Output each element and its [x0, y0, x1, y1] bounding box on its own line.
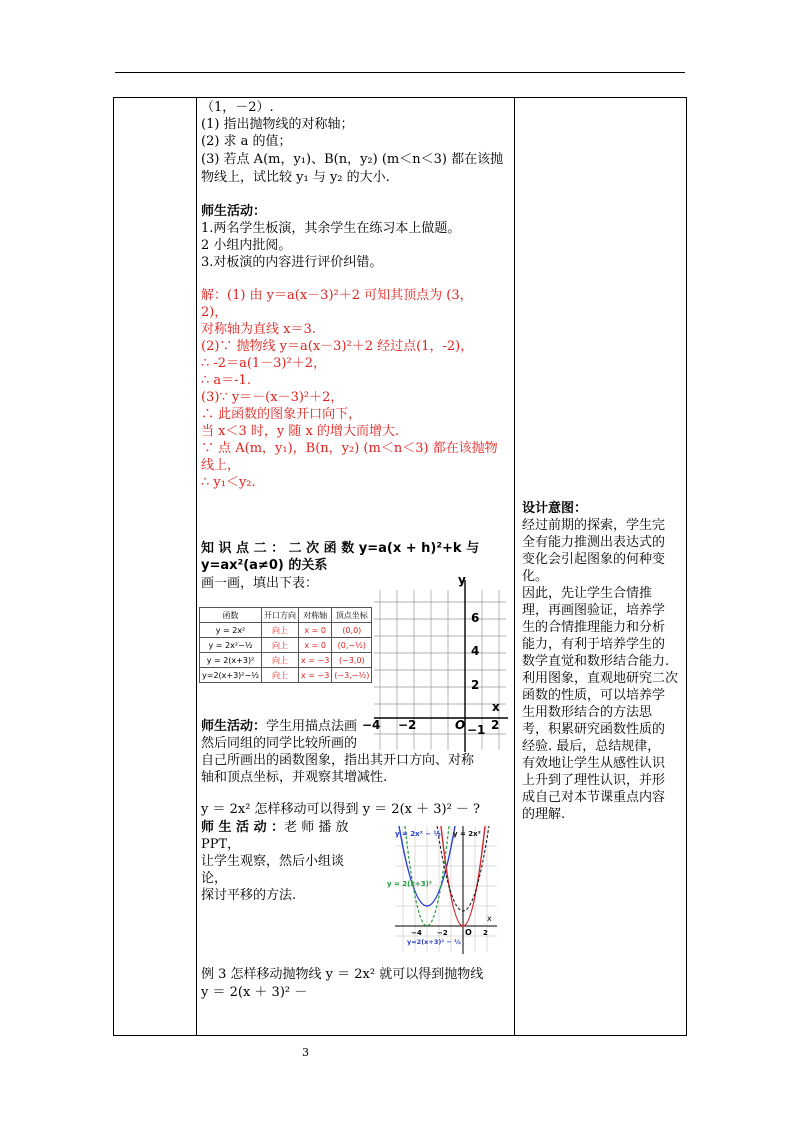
solution-line: (3)∵ y＝－(x－3)²＋2， [201, 390, 344, 405]
knowledge-title: 知 识 点 二 ： 二 次 函 数 y=a(x + h)²+k 与 [201, 541, 480, 556]
table-header: 顶点坐标 [332, 608, 372, 623]
activity-text: PPT， [201, 837, 241, 852]
design-line: 经验. 最后，总结规律， [522, 739, 661, 754]
activity-title: 师 生 活 动 ： [201, 820, 285, 835]
table-header: 对称轴 [298, 608, 331, 623]
page-number: 3 [302, 1046, 309, 1059]
question-line: y ＝ 2x² 怎样移动可以得到 y ＝ 2(x ＋ 3)² － ? [201, 802, 481, 817]
solution-line: 2)， [201, 305, 228, 320]
activity-text: 自己所画出的函数图象，指出其开口方向、对称 [201, 753, 475, 768]
table-border-left [113, 97, 114, 1036]
activity-text: 论， [201, 871, 228, 886]
example-line: 例 3 怎样移动抛物线 y ＝ 2x² 就可以得到抛物线 [201, 967, 484, 982]
tick-label: 2 [491, 718, 500, 732]
activity-text: 学生用描点法画 [266, 719, 358, 734]
y-axis-label: y [458, 573, 466, 587]
table-cell: (−3,0) [332, 653, 372, 668]
design-line: 函数的性质，可以培养学 [522, 688, 666, 703]
tick-label: O [465, 928, 472, 937]
tick-label: −2 [437, 929, 448, 937]
curve-label: y = 2x² [453, 830, 481, 838]
curve-label: y = 2x² − ½ [395, 830, 441, 838]
table-border-col2 [514, 97, 515, 1036]
parabola-graph [387, 826, 498, 956]
x-axis-label: x [487, 914, 492, 923]
knowledge-instruction: 画一画，填出下表： [201, 576, 319, 591]
activity-title: 师生活动： [201, 204, 267, 219]
solution-line: (2)∵ 抛物线 y＝a(x－3)²＋2 经过点(1，-2)， [201, 339, 474, 354]
design-line: 生用数形结合的方法思 [522, 705, 653, 720]
curve-label: y = 2(x+3)² [387, 880, 432, 888]
design-line: 因此，先让学生合情推 [522, 586, 653, 601]
table-cell: 向上 [261, 623, 298, 638]
activity-item: 1.两名学生板演，其余学生在练习本上做题。 [201, 221, 461, 236]
tick-label: 4 [471, 644, 480, 658]
table-row [200, 668, 372, 683]
table-header: 函数 [200, 608, 262, 623]
table-border-bottom [113, 1035, 686, 1036]
activity3-line1 [201, 819, 386, 836]
table-cell: y = 2(x+3)² [200, 653, 262, 668]
tick-label: 2 [483, 929, 488, 937]
example-line: y ＝ 2(x ＋ 3)² － [201, 985, 308, 1000]
table-cell: x = 0 [298, 638, 331, 653]
tick-label: O [455, 718, 466, 732]
design-line: 的理解. [522, 807, 566, 822]
activity-text: 轴和顶点坐标，并观察其增减性. [201, 770, 388, 785]
problem-line: 物线上，试比较 y₁ 与 y₂ 的大小. [201, 170, 390, 185]
design-line: 有效地让学生从感性认识 [522, 756, 666, 771]
design-line: 经过前期的探索，学生完 [522, 518, 666, 533]
design-line: 考，积累研究函数性质的 [522, 722, 666, 737]
design-title: 设计意图： [522, 501, 588, 516]
activity-item: 3.对板演的内容进行评价纠错。 [201, 255, 383, 270]
tick-label: −4 [411, 929, 422, 937]
table-cell: x = −3 [298, 653, 331, 668]
problem-line: （1，－2）. [201, 100, 274, 115]
activity2-line1 [201, 718, 371, 735]
table-cell: 向上 [261, 668, 298, 683]
solution-line: 当 x＜3 时，y 随 x 的增大而增大. [201, 424, 400, 439]
table-cell: (−3,−½) [332, 668, 372, 683]
table-cell: y = 2x² [200, 623, 262, 638]
activity-text: 老 师 播 放 [284, 820, 349, 835]
design-line: 成自己对本节课重点内容 [522, 790, 666, 805]
solution-line: ∵ 点 A(m，y₁)，B(n，y₂) (m＜n＜3) 都在该抛物 [201, 441, 498, 456]
design-line: 生的合情推理能力和分析 [522, 620, 666, 635]
design-line: 全有能力推测出表达式的 [522, 535, 666, 550]
table-row [200, 623, 372, 638]
header-rule [115, 72, 685, 73]
solution-line: 解：(1) 由 y＝a(x－3)²＋2 可知其顶点为 (3， [201, 288, 473, 303]
problem-line: (1) 指出抛物线的对称轴； [201, 117, 354, 132]
tick-label: −4 [362, 718, 381, 732]
design-line: 能力，有利于培养学生的 [522, 637, 666, 652]
table-cell: 向上 [261, 653, 298, 668]
table-cell: y=2(x+3)²−½ [200, 668, 262, 683]
solution-line: 对称轴为直线 x＝3. [201, 322, 316, 337]
design-line: 数学直觉和数形结合能力. [522, 654, 670, 669]
table-border-top [113, 97, 686, 98]
x-axis-label: x [492, 700, 500, 714]
solution-line: ∴ a＝-1. [201, 373, 251, 388]
table-header: 开口方向 [261, 608, 298, 623]
table-header-row [200, 608, 372, 623]
table-cell: (0,0) [332, 623, 372, 638]
tick-label: −2 [398, 718, 417, 732]
design-line: 理，再画图验证，培养学 [522, 603, 666, 618]
design-line: 化。 [522, 569, 549, 584]
design-line: 变化会引起图象的何种变 [522, 552, 666, 567]
problem-line: (3) 若点 A(m，y₁)、B(n，y₂) (m＜n＜3) 都在该抛 [201, 152, 504, 167]
activity-item: 2 小组内批阅。 [201, 238, 292, 253]
tick-label: 6 [471, 611, 480, 625]
table-row [200, 638, 372, 653]
activity-text: 然后同组的同学比较所画的 [201, 736, 358, 751]
table-cell: 向上 [261, 638, 298, 653]
solution-line: ∴ 此函数的图象开口向下， [201, 407, 362, 422]
tick-label: −1 [467, 723, 486, 737]
table-cell: (0,−½) [332, 638, 372, 653]
table-cell: y = 2x²−½ [200, 638, 262, 653]
table-border-col1 [196, 97, 197, 1036]
solution-line: 线上， [201, 458, 241, 473]
curve-label: y=2(x+3)² − ½ [407, 938, 461, 946]
design-line: 上升到了理性认识，并形 [522, 773, 666, 788]
table-cell: x = −3 [298, 668, 331, 683]
activity-title: 师生活动： [201, 719, 267, 734]
table-row [200, 653, 372, 668]
activity-text: 探讨平移的方法. [201, 888, 297, 903]
knowledge-title: y=ax²(a≠0) 的关系 [201, 558, 328, 573]
tick-label: 2 [471, 678, 480, 692]
solution-line: ∴ -2＝a(1－3)²＋2， [201, 356, 326, 371]
coordinate-grid [360, 572, 510, 754]
design-line: 利用图象，直观地研究二次 [522, 671, 679, 686]
problem-line: (2) 求 a 的值； [201, 134, 292, 149]
activity-text: 让学生观察，然后小组谈 [201, 854, 345, 869]
function-table [199, 607, 372, 683]
table-cell: x = 0 [298, 623, 331, 638]
solution-line: ∴ y₁＜y₂. [201, 475, 256, 490]
